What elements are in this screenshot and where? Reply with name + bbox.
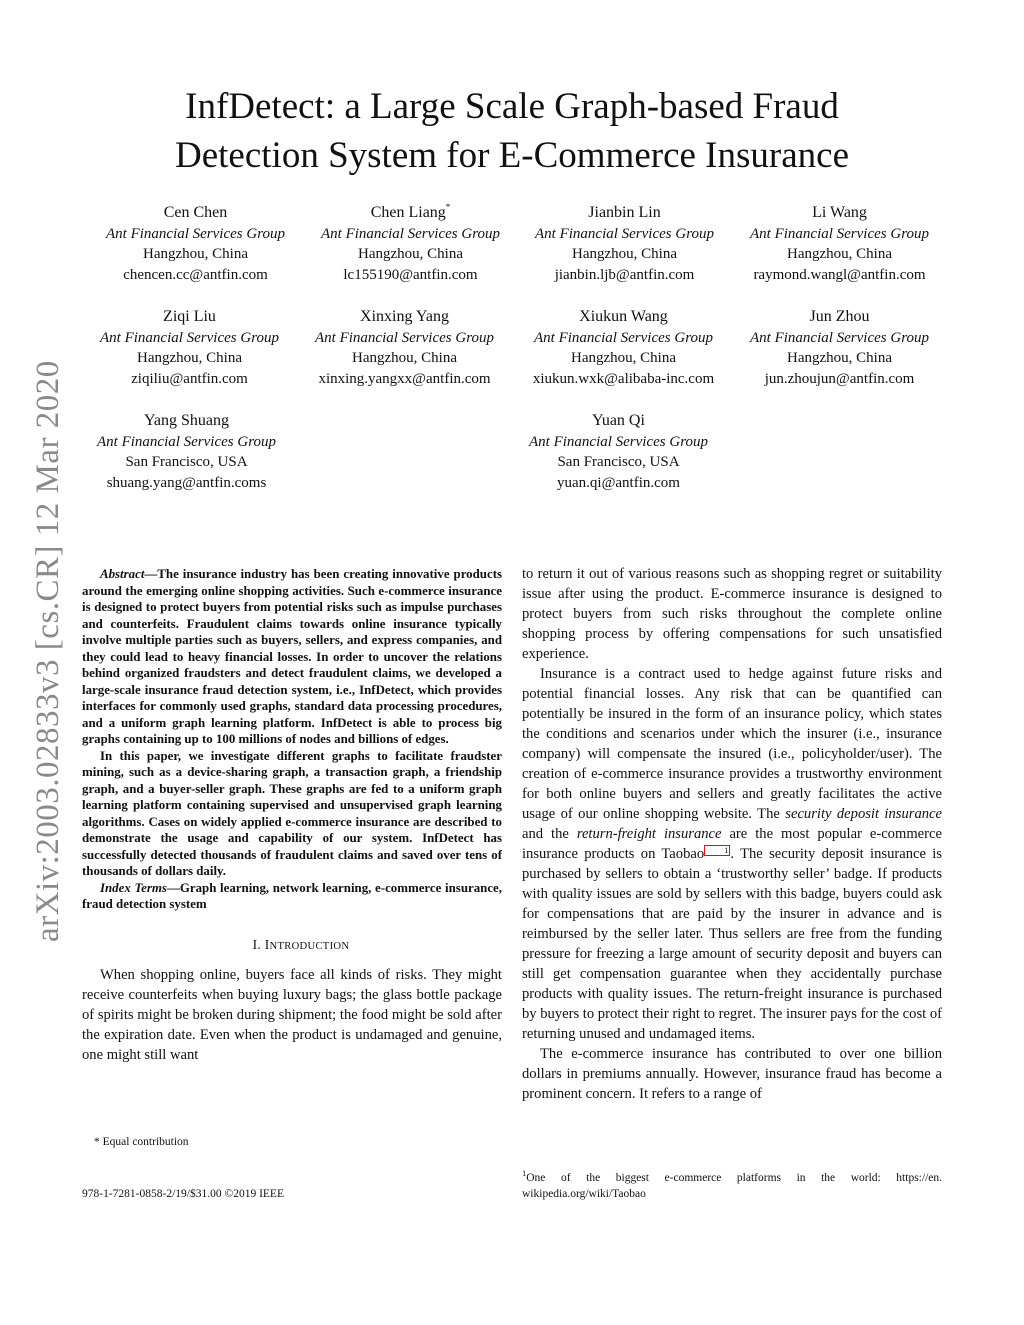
author-block: [82, 307, 297, 389]
author-block: [516, 307, 731, 389]
author-affiliation: Ant Financial Services Group: [106, 225, 285, 242]
paper-title: [60, 82, 964, 180]
author-location: San Francisco, USA: [557, 454, 680, 471]
author-name: Xiukun Wang: [579, 308, 668, 325]
author-affiliation: Ant Financial Services Group: [534, 329, 713, 346]
author-name: Chen Liang*: [370, 202, 451, 221]
author-location: Hangzhou, China: [352, 350, 457, 367]
author-email: shuang.yang@antfin.coms: [106, 474, 267, 491]
section-heading: I. INTRODUCTION: [252, 936, 350, 952]
equal-contribution-mark: *: [445, 202, 451, 212]
left-column: [82, 566, 502, 1065]
author-location: Hangzhou, China: [137, 350, 242, 367]
author-block: [732, 203, 947, 285]
body-paragraph: to return it out of various reasons such as shopping regret or suitability issue after using the product. E-commerce insurance is designed to protect buyers from such risks throughout the complete online shopping process by offering compensations for such unsatisfied experience.: [522, 566, 942, 662]
author-location: San Francisco, USA: [125, 454, 248, 471]
body-paragraph: Insurance is a contract used to hedge against future risks and potential financial losses. Any risk that can be quantified can potentially be insured in the form of an insurance policy, which states the conditions and scenarios under which the insurer (i.e., insurance company) will compensate the insured (i.e., policyholder/user). The creation of e-commerce insurance provides a trustworthy environment for both online buyers and sellers and greatly facilitates the active usage of our online shopping website. The security deposit insurance and the return-freight insurance are the most popular e-commerce insurance products on Taobao 1 . The security deposit insurance is purchased by sellers to obtain a ‘trustworthy seller’ badge. If products with quality issues are sold by sellers with this badge, buyers could ask for compensations that are paid by the insurer in advance and is reimbursed by the seller later. Thus sellers are free from the funding pressure for freezing a large amount of security deposit and buyers can still get compensation guarantee when they accidentally purchase products with quality issues. The return-freight insurance is purchased by buyers to protect their right to regret. The insurer pays for the cost of returning unused and undamaged items.: [522, 666, 942, 1042]
abstract-lead: Abstract: [100, 567, 145, 581]
author-email: xiukun.wxk@alibaba-inc.com: [532, 370, 715, 387]
author-location: Hangzhou, China: [571, 350, 676, 367]
author-affiliation: Ant Financial Services Group: [529, 433, 708, 450]
author-location: Hangzhou, China: [143, 246, 248, 263]
author-location: Hangzhou, China: [572, 246, 677, 263]
title-line-1: InfDetect: a Large Scale Graph-based Fraud: [185, 86, 839, 127]
author-email: chencen.cc@antfin.com: [123, 266, 268, 283]
author-block: [88, 203, 303, 285]
abstract-paragraph: Abstract—The insurance industry has been creating innovative products around the emerging online shopping activities. Such e-commerce insurance is designed to protect buyers from potential risks such as impulse purchases and counterfeits. Fraudulent claims towards online insurance typically involve multiple parties such as buyers, sellers, and express companies, and they could lead to heavy financial losses. In order to uncover the relations behind organized fraudsters and detect fraudulent claims, we developed a large-scale insurance fraud detection system, i.e., InfDetect, which provides interfaces for commonly used graphs, standard data processing procedures, and a uniform graph learning platform. InfDetect is able to process big graphs containing up to 100 millions of nodes and billions of edges.: [82, 567, 502, 746]
author-location: Hangzhou, China: [358, 246, 463, 263]
author-affiliation: Ant Financial Services Group: [535, 225, 714, 242]
author-block: [303, 203, 518, 285]
abstract: [82, 566, 502, 913]
author-block: [79, 411, 294, 493]
author-block: [511, 411, 726, 493]
author-name: Li Wang: [812, 204, 867, 221]
footnote-link[interactable]: 1: [704, 845, 730, 856]
author-block: [297, 307, 512, 389]
author-block: [732, 307, 947, 389]
emphasis-term: security deposit insurance: [785, 806, 942, 822]
author-name: Jianbin Lin: [588, 204, 661, 221]
author-email: ziqiliu@antfin.com: [131, 370, 248, 387]
body-paragraph: The e-commerce insurance has contributed to over one billion dollars in premiums annually. However, insurance fraud has become a prominent concern. It refers to a range of: [522, 1046, 942, 1102]
copyright-notice: 978-1-7281-0858-2/19/$31.00 ©2019 IEEE: [82, 1188, 284, 1200]
index-terms: Index Terms—Graph learning, network learning, e-commerce insurance, fraud detection system: [82, 880, 502, 911]
author-name: Yuan Qi: [592, 412, 645, 429]
author-email: raymond.wangl@antfin.com: [753, 266, 926, 283]
author-email: lc155190@antfin.com: [343, 266, 478, 283]
arxiv-identifier: arXiv:2003.02833v3 [cs.CR] 12 Mar 2020: [30, 360, 66, 942]
author-name: Cen Chen: [163, 204, 228, 221]
author-location: Hangzhou, China: [787, 350, 892, 367]
author-name: Jun Zhou: [809, 308, 870, 325]
author-email: xinxing.yangxx@antfin.com: [318, 370, 491, 387]
author-name: Ziqi Liu: [163, 308, 216, 325]
body-paragraph: When shopping online, buyers face all kinds of risks. They might receive counterfeits when buying luxury bags; the glass bottle package of spirits might be broken during shipment; the food might be sold after the expiration date. Even when the product is undamaged and genuine, one might still want: [82, 966, 502, 1063]
author-email: jun.zhoujun@antfin.com: [764, 370, 915, 387]
author-affiliation: Ant Financial Services Group: [97, 433, 276, 450]
author-location: Hangzhou, China: [787, 246, 892, 263]
author-affiliation: Ant Financial Services Group: [750, 225, 929, 242]
author-email: yuan.qi@antfin.com: [557, 474, 680, 491]
right-column: [522, 564, 942, 1104]
index-terms-lead: Index Terms: [100, 880, 167, 895]
footnote-mark: 1: [522, 1168, 527, 1178]
author-block: [517, 203, 732, 285]
author-affiliation: Ant Financial Services Group: [321, 225, 500, 242]
author-affiliation: Ant Financial Services Group: [750, 329, 929, 346]
footnote-equal-contribution: * Equal contribution: [94, 1136, 189, 1148]
title-line-2: Detection System for E-Commerce Insurance: [175, 135, 849, 176]
author-affiliation: Ant Financial Services Group: [100, 329, 279, 346]
author-email: jianbin.ljb@antfin.com: [554, 266, 695, 283]
emphasis-term: return-freight insurance: [576, 826, 722, 842]
author-name: Yang Shuang: [143, 412, 230, 429]
footnote-taobao: $^1$One of the biggest e-commerce platforms in the world: https://en. wikipedia.org/wiki/Taobao: [522, 1168, 942, 1200]
abstract-paragraph: In this paper, we investigate different graphs to facilitate fraudster mining, such as a device-sharing graph, a transaction graph, a friendship graph, and a buyer-seller graph. These graphs are fed to a uniform graph learning platform containing supervised and unsupervised graph learning algorithms. Cases on widely applied e-commerce insurance are described to demonstrate the usage and capability of our system. InfDetect has successfully detected thousands of fraudulent claims and saved over tens of thousands of dollars daily.: [82, 748, 502, 878]
author-affiliation: Ant Financial Services Group: [315, 329, 494, 346]
author-name: Xinxing Yang: [360, 308, 449, 325]
